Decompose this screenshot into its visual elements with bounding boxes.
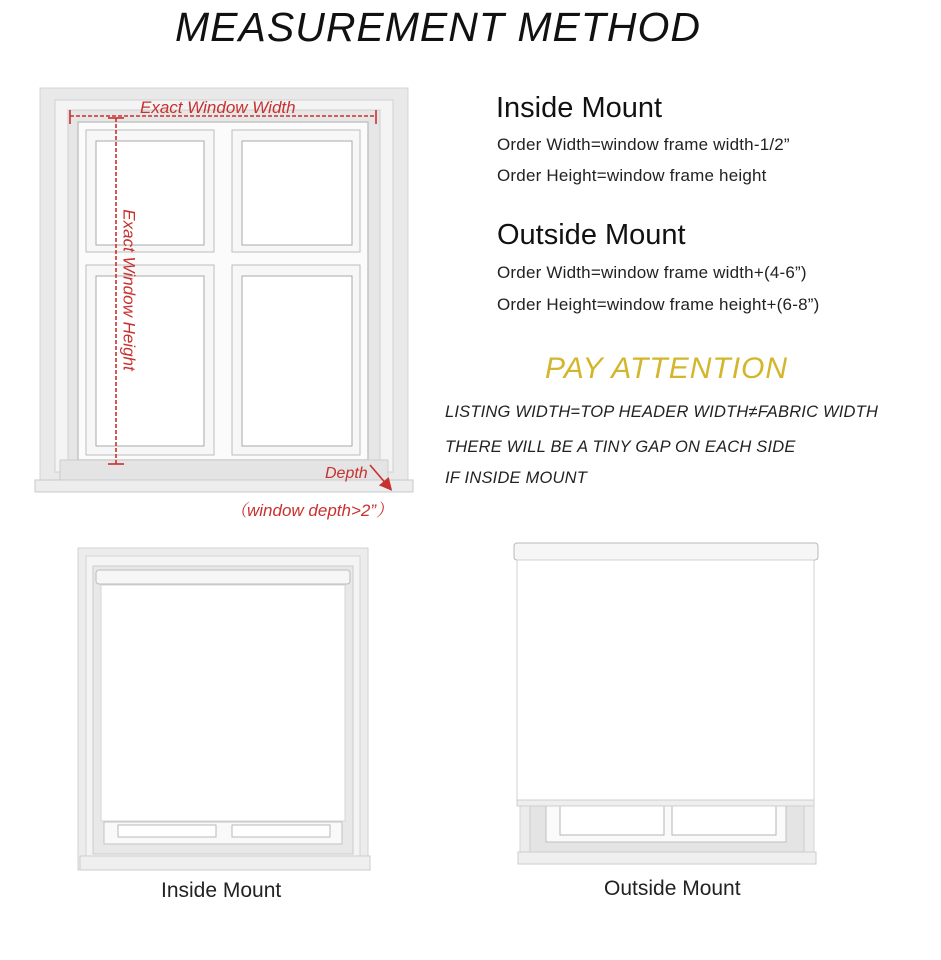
outside-height-formula: Order Height=window frame height+(6-8”) xyxy=(497,295,820,314)
inside-mount-caption: Inside Mount xyxy=(161,879,282,902)
attention-line-1: LISTING WIDTH=TOP HEADER WIDTH≠FABRIC WIDTH xyxy=(445,403,879,421)
inside-mount-heading: Inside Mount xyxy=(496,92,663,124)
page-title: MEASUREMENT METHOD xyxy=(175,4,701,50)
attention-title: PAY ATTENTION xyxy=(545,352,789,385)
outside-width-formula: Order Width=window frame width+(4-6”) xyxy=(497,263,807,282)
inside-height-formula: Order Height=window frame height xyxy=(497,166,767,185)
outside-mount-heading: Outside Mount xyxy=(497,219,686,251)
depth-note: （window depth>2”） xyxy=(230,501,394,520)
attention-line-2: THERE WILL BE A TINY GAP ON EACH SIDE xyxy=(445,438,796,456)
depth-label: Depth xyxy=(325,465,368,482)
inside-width-formula: Order Width=window frame width-1/2” xyxy=(497,135,790,154)
width-measure-label: Exact Window Width xyxy=(140,98,296,117)
height-measure-label: Exact Window Height xyxy=(119,209,139,371)
attention-line-3: IF INSIDE MOUNT xyxy=(445,469,588,487)
outside-mount-caption: Outside Mount xyxy=(604,877,741,900)
